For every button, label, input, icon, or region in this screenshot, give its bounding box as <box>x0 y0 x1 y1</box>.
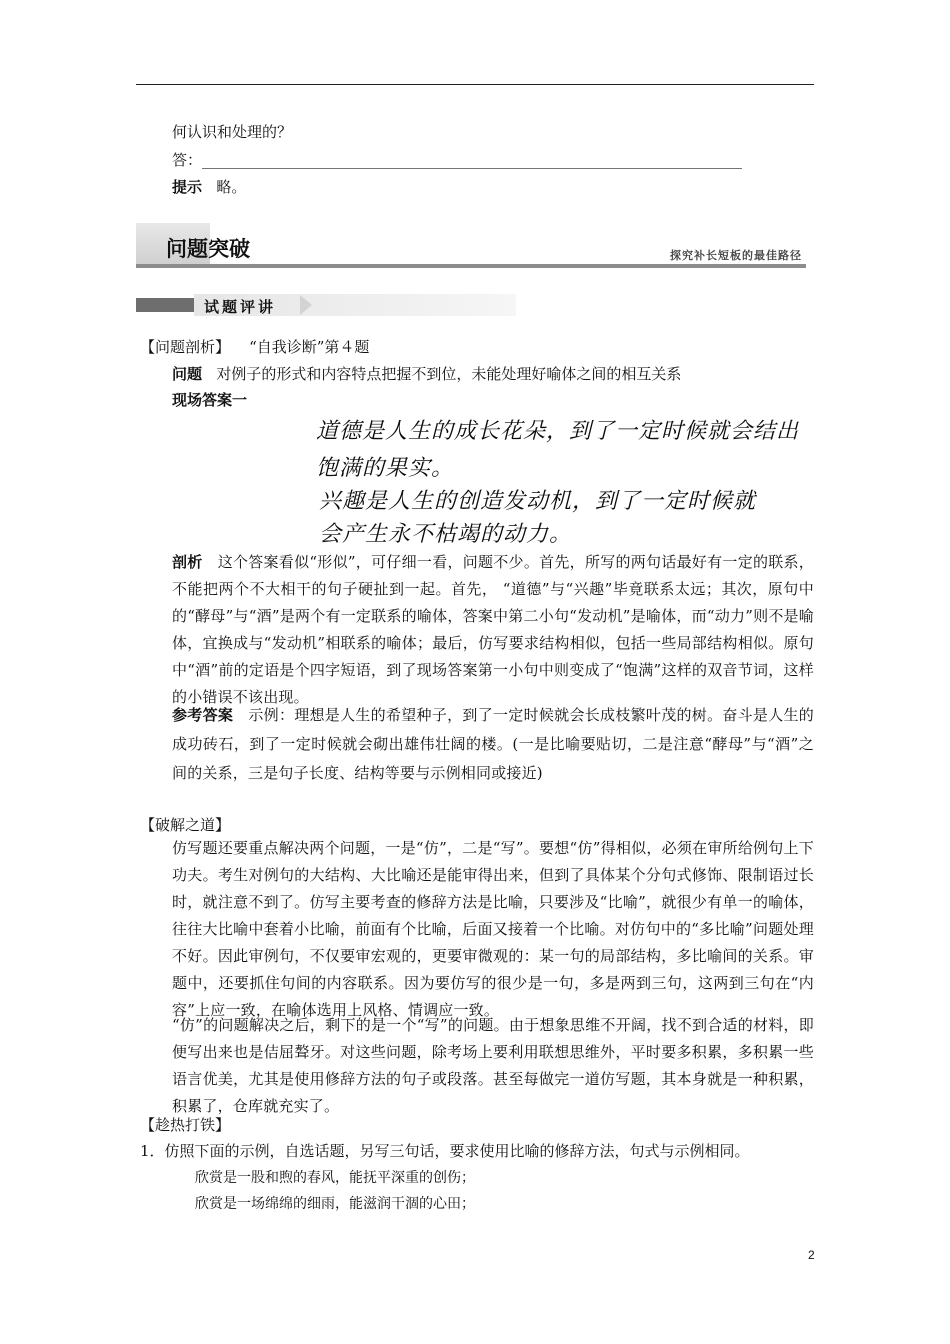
answer-blank: ________________________________________________________________________ <box>202 151 743 169</box>
analysis-label: 【问题剖析】 <box>140 338 231 356</box>
reference-label: 参考答案 <box>172 706 234 724</box>
section-subtitle: 探究补长短板的最佳路径 <box>670 249 802 262</box>
handwriting-line: 兴趣是人生的创造发动机，到了一定时候就 <box>319 489 757 514</box>
practice-question-1: 1．仿照下面的示例，自选话题，另写三句话，要求使用比喻的修辞方法，句式与示例相同。 <box>140 1142 750 1160</box>
hint-line <box>172 177 246 197</box>
handwriting-line: 会产生永不枯竭的动力。 <box>319 522 573 547</box>
sub-header-marker <box>136 298 194 312</box>
page-number: 2 <box>808 1248 815 1262</box>
solution-paragraph-1: 仿写题还要重点解决两个问题，一是“仿”，二是“写”。要想“仿”得相似，必须在审所给例句上下功夫。考生对例句的大结构、大比喻还是能审得出来，但到了具体某个分句式修饰、限制语过长时，就注意不到了。仿写主要考查的修辞方法是比喻，只要涉及“比喻”，就很少有单一的喻体，往往大比喻中套着小比喻，前面有个比喻，后面又接着一个比喻。对仿句中的“多比喻”问题处理不好。因此审例句，不仅要审宏观的，更要审微观的：某一句的局部结构，多比喻间的关系。审题中，还要抓住句间的内容联系。因为要仿写的很少是一句，多是两到三句，这两到三句在“内容”上应一致，在喻体选用上风格、情调应一致。 <box>172 839 814 1019</box>
critique-paragraph <box>172 549 814 711</box>
problem-text: 对例子的形式和内容特点把握不到位，未能处理好喻体之间的相互关系 <box>216 365 682 383</box>
answer-line <box>172 150 742 170</box>
hint-label: 提示 <box>172 178 203 196</box>
critique-label: 剖析 <box>172 553 203 571</box>
practice-label: 【趁热打铁】 <box>140 1116 231 1134</box>
reference-paragraph <box>172 701 814 788</box>
section-header-bar <box>136 264 806 268</box>
answer-label: 答： <box>172 151 203 169</box>
analysis-ref: “自我诊断”第４题 <box>249 338 370 356</box>
section-title: 问题突破 <box>166 237 250 261</box>
example-line: 欣赏是一股和煦的春风，能抚平深重的创伤； <box>195 1170 475 1186</box>
hint-text: 略。 <box>216 178 247 196</box>
field-answer-label: 现场答案一 <box>172 391 248 409</box>
sub-header-arrow-icon <box>300 295 312 315</box>
solution-paragraph-2: “仿”的问题解决之后，剩下的是一个“写”的问题。由于想象思维不开阔，找不到合适的材料，即便写出来也是佶屈聱牙。对这些问题，除考场上要利用联想思维外，平时要多积累，多积累一些语言优美，尤其是使用修辞方法的句子或段落。甚至每做完一道仿写题，其本身就是一种积累，积累了，仓库就充实了。 <box>172 1016 814 1115</box>
sub-header <box>136 294 516 316</box>
handwriting-line: 道德是人生的成长花朵，到了一定时候就会结出 <box>316 419 800 444</box>
example-line: 欣赏是一场绵绵的细雨，能滋润干涸的心田； <box>195 1196 475 1212</box>
analysis-heading <box>140 337 369 357</box>
reference-text: 示例：理想是人生的希望种子，到了一定时候就会长成枝繁叶茂的树。奋斗是人生的成功砖石，到了一定时候就会砌出雄伟壮阔的楼。(一是比喻要贴切，二是注意“酵母”与“酒”之间的关系，三是句子长度、结构等要与示例相同或接近) <box>172 706 815 782</box>
problem-line <box>172 364 681 384</box>
solution-label: 【破解之道】 <box>140 816 231 834</box>
critique-text: 这个答案看似“形似”，可仔细一看，问题不少。首先，所写的两句话最好有一定的联系，不能把两个不大相干的句子硬扯到一起。首先， “道德”与“兴趣”毕竟联系太远；其次，原句中的“酵母”与“酒”是两个有一定联系的喻体，答案中第二小句“发动机”是喻体，而“动力”则不是喻体，宜换成与“发动机”相联系的喻体；最后，仿写要求结构相似，包括一些局部结构相似。原句中“酒”前的定语是个四字短语，到了现场答案第一小句中则变成了“饱满”这样的双音节词，这样的小错误不该出现。 <box>172 553 815 706</box>
header-rule <box>136 84 814 85</box>
section-header <box>136 223 806 269</box>
problem-label: 问题 <box>172 365 203 383</box>
sub-header-title: 试题评讲 <box>204 298 277 316</box>
intro-question-tail: 何认识和处理的？ <box>172 123 293 141</box>
handwriting-line: 饱满的果实。 <box>316 456 455 481</box>
